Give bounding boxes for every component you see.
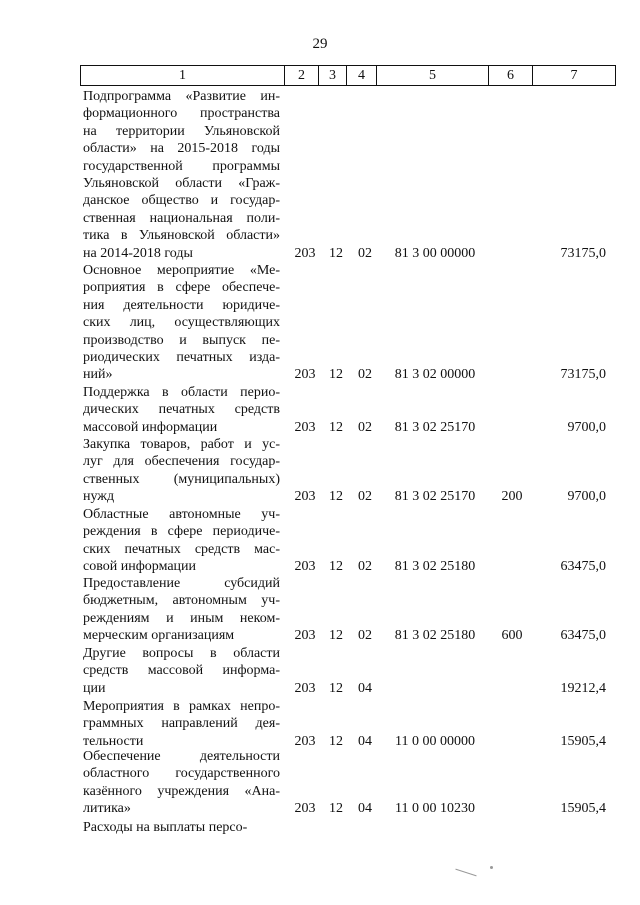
- subsection2-code: 02: [358, 489, 372, 505]
- scan-mark: [455, 869, 476, 877]
- header-col-4: 4: [347, 66, 377, 85]
- subsection-code: 12: [329, 680, 343, 696]
- description-line: на 2014-2018 годы: [83, 245, 193, 261]
- row-values: [83, 488, 617, 505]
- description-line: Поддержка в области перио-: [83, 385, 280, 400]
- description-line: ственная национальная поли-: [83, 210, 280, 226]
- target-code: 81 3 02 00000: [394, 367, 476, 383]
- amount: 19212,4: [560, 680, 606, 696]
- description-line: производство и выпуск пе-: [83, 332, 280, 348]
- description-line: ния деятельности юридиче-: [83, 297, 280, 313]
- description-line: луг для обеспечения государ-: [83, 454, 280, 470]
- row-values: [83, 800, 617, 817]
- description-line: тика в Ульяновской области»: [83, 228, 280, 244]
- description-line: роприятия в сфере обеспече-: [83, 280, 280, 296]
- row-values: [83, 680, 617, 697]
- amount: 15905,4: [560, 801, 606, 817]
- description-line: Мероприятия в рамках непро-: [83, 699, 280, 714]
- header-col-5: 5: [377, 66, 489, 85]
- row-description: [83, 88, 280, 262]
- section-code: 203: [294, 559, 316, 575]
- row-values: [83, 819, 617, 836]
- subsection2-code: 02: [358, 628, 372, 644]
- target-code: 81 3 00 00000: [394, 245, 476, 261]
- target-code: 81 3 02 25180: [394, 628, 476, 644]
- section-code: 203: [294, 245, 316, 261]
- amount: 15905,4: [560, 733, 606, 749]
- description-line: Другие вопросы в области: [83, 646, 280, 661]
- page-number: 29: [312, 36, 328, 52]
- description-line: литика»: [83, 801, 131, 817]
- description-line: тельности: [83, 733, 144, 749]
- description-line: мерческим организациям: [83, 628, 235, 644]
- description-line: областного государственного: [83, 766, 280, 782]
- description-line: дических печатных средств: [83, 402, 280, 418]
- header-col-6: 6: [489, 66, 533, 85]
- description-line: ции: [83, 680, 106, 696]
- subsection2-code: 02: [358, 367, 372, 383]
- description-line: массовой информации: [83, 419, 218, 435]
- target-code: 81 3 02 25180: [394, 559, 476, 575]
- subsection2-code: 04: [358, 733, 372, 749]
- target-code: 81 3 02 25170: [394, 419, 476, 435]
- section-code: 203: [294, 628, 316, 644]
- description-line: формационного пространства: [83, 106, 280, 122]
- description-line: ских печатных средств мас-: [83, 541, 280, 557]
- description-line: Предоставление субсидий: [83, 576, 280, 591]
- row-values: [83, 245, 617, 262]
- description-line: ских лиц, осуществляющих: [83, 315, 280, 331]
- amount: 73175,0: [560, 367, 606, 383]
- description-line: средств массовой информа-: [83, 663, 280, 679]
- subsection-code: 12: [329, 245, 343, 261]
- description-line: реждениям и иным неком-: [83, 610, 280, 626]
- description-line: совой информации: [83, 559, 197, 575]
- description-line: ний»: [83, 367, 113, 383]
- amount: 73175,0: [560, 245, 606, 261]
- subsection-code: 12: [329, 801, 343, 817]
- description-line: ственных (муниципальных): [83, 471, 280, 487]
- subsection-code: 12: [329, 419, 343, 435]
- amount: 9700,0: [567, 489, 606, 505]
- amount: 63475,0: [560, 628, 606, 644]
- target-code: 11 0 00 00000: [395, 733, 475, 749]
- row-values: [83, 366, 617, 383]
- row-values: [83, 419, 617, 436]
- description-line: государственной программы: [83, 158, 280, 174]
- header-col-3: 3: [319, 66, 347, 85]
- header-col-2: 2: [285, 66, 319, 85]
- subsection-code: 12: [329, 733, 343, 749]
- section-code: 203: [294, 680, 316, 696]
- amount: 9700,0: [567, 419, 606, 435]
- amount: 63475,0: [560, 559, 606, 575]
- section-code: 203: [294, 801, 316, 817]
- section-code: 203: [294, 367, 316, 383]
- description-line: нужд: [83, 489, 115, 505]
- description-line: казённого учреждения «Ана-: [83, 783, 280, 799]
- description-line: Основное мероприятие «Ме-: [83, 263, 280, 278]
- expense-type-code: 200: [501, 489, 523, 505]
- subsection-code: 12: [329, 367, 343, 383]
- header-col-7: 7: [570, 68, 578, 83]
- description-line: данское общество и государ-: [83, 193, 280, 209]
- subsection-code: 12: [329, 559, 343, 575]
- description-line: Обеспечение деятельности: [83, 749, 280, 764]
- description-line: на территории Ульяновской: [83, 123, 280, 139]
- description-line: граммных направлений дея-: [83, 716, 280, 732]
- expense-type-code: 600: [501, 628, 523, 644]
- subsection2-code: 04: [358, 801, 372, 817]
- section-code: 203: [294, 489, 316, 505]
- subsection-code: 12: [329, 628, 343, 644]
- subsection2-code: 04: [358, 680, 372, 696]
- target-code: 81 3 02 25170: [394, 489, 476, 505]
- description-line: Подпрограмма «Развитие ин-: [83, 89, 280, 104]
- scan-mark: [490, 866, 493, 869]
- section-code: 203: [294, 419, 316, 435]
- description-line: области» на 2015-2018 годы: [83, 141, 280, 157]
- section-code: 203: [294, 733, 316, 749]
- description-line: Ульяновской области «Граж-: [83, 176, 280, 192]
- subsection2-code: 02: [358, 419, 372, 435]
- description-line: бюджетным, автономным уч-: [83, 593, 280, 609]
- description-line: Областные автономные уч-: [83, 507, 280, 522]
- subsection-code: 12: [329, 489, 343, 505]
- table-header: [80, 65, 616, 86]
- row-values: [83, 627, 617, 644]
- row-values: [83, 558, 617, 575]
- description-line: Расходы на выплаты персо-: [83, 820, 248, 835]
- target-code: 11 0 00 10230: [395, 801, 475, 817]
- description-line: риодических печатных изда-: [83, 350, 280, 366]
- description-line: реждения в сфере периодиче-: [83, 524, 280, 540]
- subsection2-code: 02: [358, 245, 372, 261]
- subsection2-code: 02: [358, 559, 372, 575]
- description-line: Закупка товаров, работ и ус-: [83, 437, 280, 452]
- header-col-1: 1: [81, 66, 285, 85]
